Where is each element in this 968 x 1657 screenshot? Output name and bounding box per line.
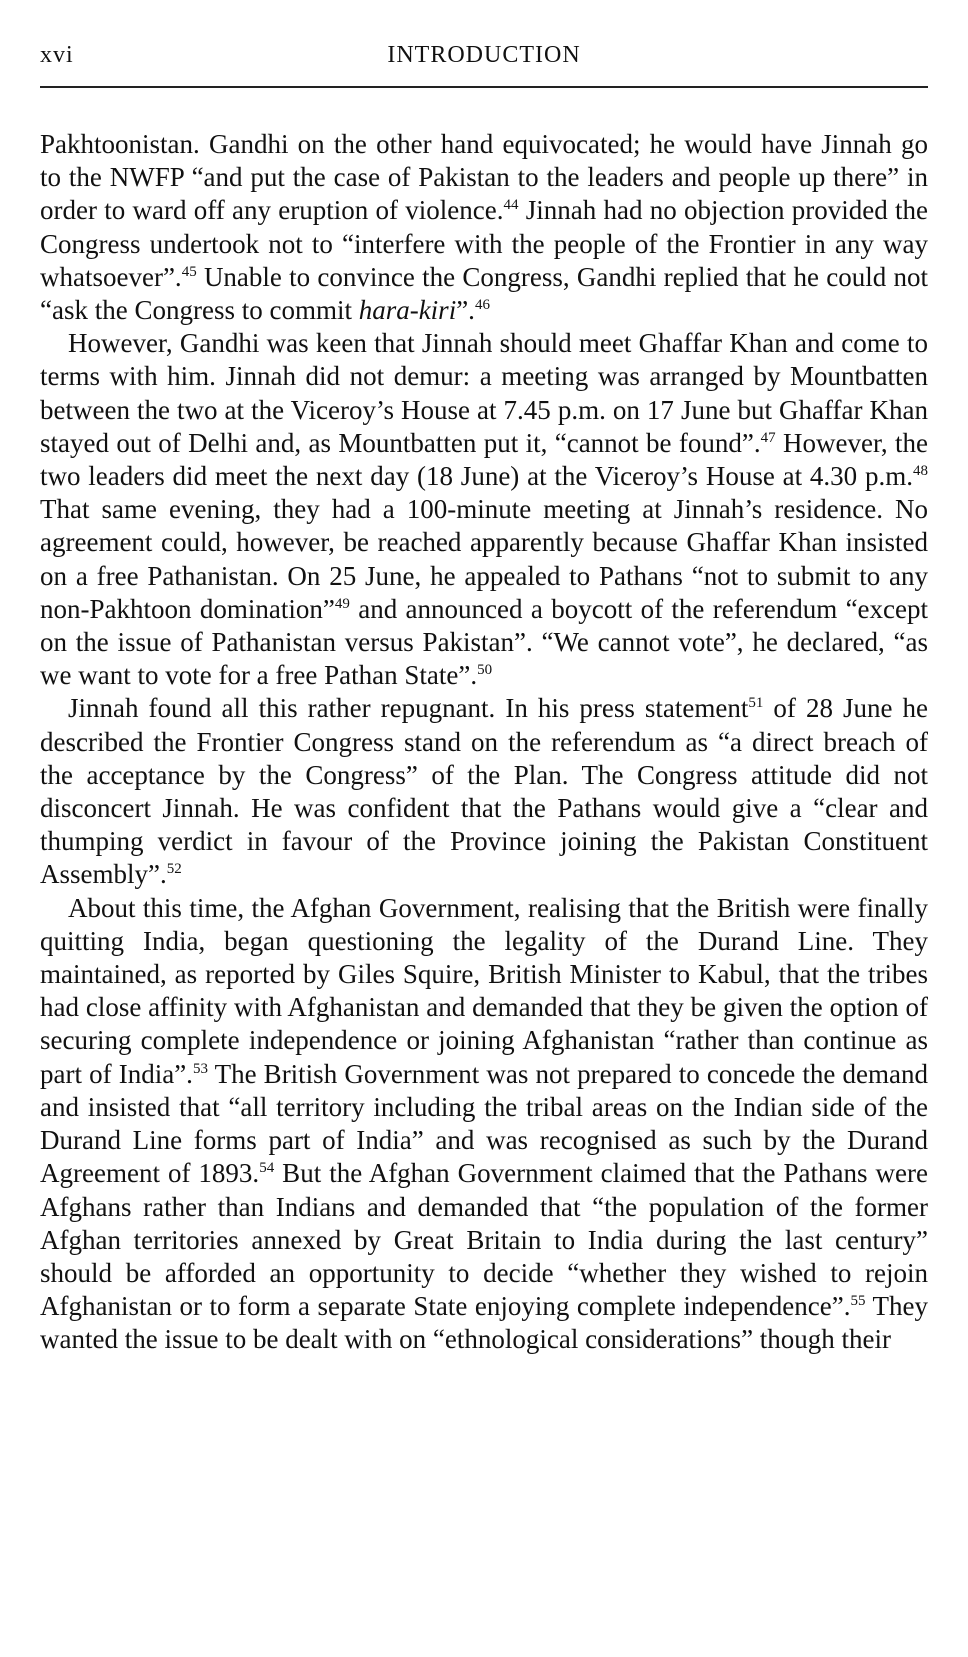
italic-term: hara-kiri [358, 295, 457, 326]
text-run: However, Gandhi was keen that Jinnah should meet Ghaffar Khan and come to terms with him. Jinnah did not demur: a meeting was arranged by Mountbatten between the two at the Viceroy’s House at 7.45 p.m. on 17 June but Ghaffar Khan stayed out of Delhi and, as Mountbatten put it, “cannot be found”. [40, 328, 928, 458]
text-run: Pakhtoonistan. Gandhi on the other hand equivocated; he would have Jinnah go to the NWFP “and put the case of Pakistan to the leaders and people up there” in order to ward off any eruption of violence. [40, 129, 928, 226]
text-run: That same evening, they had a 100-minute meeting at Jinnah’s residence. No agreement could, however, be reached apparently because Ghaffar Khan insisted on a free Pathanistan. On 25 June, he appealed to Pathans “not to submit to any non-Pakhtoon domination” [40, 494, 928, 624]
body-text [40, 128, 928, 1357]
page-header [40, 0, 928, 90]
footnote-ref-51: 51 [748, 695, 764, 712]
footnote-ref-47: 47 [760, 429, 776, 446]
text-run: Unable to convince the Congress, Gandhi replied that he could not “ask the Congress to commit [40, 261, 928, 326]
footnote-ref-54: 54 [259, 1160, 275, 1177]
text-run: of 28 June he described the Frontier Congress stand on the referendum as “a direct breach of the acceptance by the Congress” of the Plan. The Congress attitude did not disconcert Jinnah. He was confident that the Pathans would give a “clear and thumping verdict in favour of the Province joining the Pakistan Constituent Assembly”. [40, 693, 928, 890]
text-run: The British Government was not prepared to concede the demand and insisted that “all territory including the tribal areas on the Indian side of the Durand Line forms part of India” and was recognised as such by the Durand Agreement of 1893. [40, 1058, 928, 1189]
footnote-ref-53: 53 [192, 1060, 208, 1077]
text-run: Jinnah had no objection provided the Congress undertook not to “interfere with the people of the Frontier in any way whatsoever”. [40, 195, 929, 292]
book-page [40, 0, 929, 1355]
footnote-ref-52: 52 [166, 861, 182, 878]
paragraph-1 [40, 128, 928, 327]
text-run: and announced a boycott of the referendum “except on the issue of Pathanistan versus Pakistan”. “We cannot vote”, he declared, “as we want to vote for a free Pathan State”. [40, 593, 929, 691]
footnote-ref-45: 45 [181, 263, 197, 280]
footnote-ref-50: 50 [477, 662, 493, 679]
page-number: xvi [40, 42, 74, 68]
header-rule [40, 86, 928, 88]
running-head: INTRODUCTION [387, 42, 581, 68]
text-run: About this time, the Afghan Government, realising that the British were finally quitting India, began questioning the legality of the Durand Line. They maintained, as reported by Giles Squire, British Minister to Kabul, that the tribes had close affinity with Afghanistan and demanded that they be given the option of securing complete independence or joining Afghanistan “rather than continue as part of India”. [40, 892, 928, 1089]
text-run: However, the two leaders did meet the next day (18 June) at the Viceroy’s House at 4.30 p.m. [40, 427, 928, 492]
text-run: Jinnah found all this rather repugnant. In his press statement [68, 693, 749, 724]
paragraph-2 [40, 327, 928, 692]
footnote-ref-46: 46 [474, 297, 490, 314]
footnote-ref-48: 48 [913, 463, 928, 480]
footnote-ref-49: 49 [334, 595, 350, 612]
paragraph-4 [40, 892, 928, 1357]
text-run: They wanted the issue to be dealt with on “ethnological considerations” though their [40, 1291, 928, 1355]
paragraph-3 [40, 692, 928, 891]
footnote-ref-55: 55 [850, 1293, 866, 1310]
footnote-ref-44: 44 [503, 197, 519, 214]
text-run: ”. [456, 295, 475, 326]
text-run: But the Afghan Government claimed that the Pathans were Afghans rather than Indians and demanded that “the population of the former Afghan territories annexed by Great Britain to India during the last century” should be afforded an opportunity to decide “whether they wished to rejoin Afghanistan or to form a separate State enjoying complete independence”. [40, 1158, 928, 1322]
